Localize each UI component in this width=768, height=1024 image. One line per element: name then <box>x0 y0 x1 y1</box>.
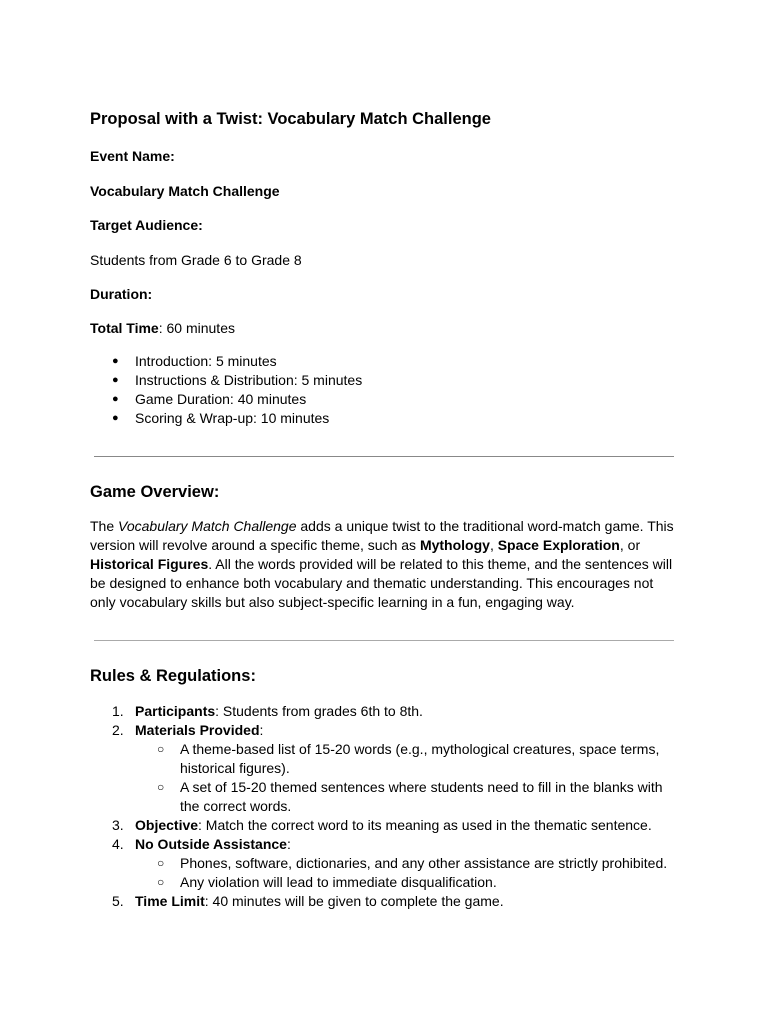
rule-text: : <box>259 722 264 738</box>
rule-label: Participants <box>135 703 216 719</box>
rule-label: Time Limit <box>135 893 205 909</box>
rule-item <box>90 702 680 721</box>
duration-label: Duration: <box>90 286 153 302</box>
rules-list <box>90 702 680 911</box>
rule-number: 2. <box>112 722 124 738</box>
rule-text: : <box>286 836 291 852</box>
schedule-item: ● Game Duration: 40 minutes <box>90 390 362 409</box>
game-overview-paragraph: The Vocabulary Match Challenge adds a unique twist to the traditional word-match game. This version will revolve around a specific theme, such as Mythology, Space Exploration, or Historical Figures. All the words provided will be related to this theme, and the sentences will be designed to enhance both vocabulary and thematic understanding. This encourages not only vocabulary skills but also subject-specific learning in a fun, engaging way. <box>90 518 674 610</box>
rule-number: 4. <box>112 836 124 852</box>
rule-number: 5. <box>112 893 124 909</box>
rule-number: 3. <box>112 817 124 833</box>
theme-mythology: Mythology <box>419 537 490 553</box>
event-name-italic: Vocabulary Match Challenge <box>118 518 297 534</box>
theme-historical-figures: Historical Figures <box>90 556 209 572</box>
rule-text: : 40 minutes will be given to complete the game. <box>204 893 504 909</box>
total-time-label: Total Time <box>90 320 159 336</box>
schedule-item: ● Instructions & Distribution: 5 minutes <box>90 371 362 390</box>
rule-item <box>90 835 680 892</box>
target-audience-label: Target Audience: <box>90 217 203 233</box>
rule-subitem: ○ Phones, software, dictionaries, and any other assistance are strictly prohibited. <box>135 854 680 873</box>
rule-text: : Match the correct word to its meaning as used in the thematic sentence. <box>198 817 652 833</box>
rule-sublist <box>135 740 680 816</box>
rule-item <box>90 721 680 816</box>
theme-space-exploration: Space Exploration <box>497 537 620 553</box>
divider <box>94 456 674 457</box>
rule-item <box>90 816 680 835</box>
rule-subitem: ○ A set of 15-20 themed sentences where students need to fill in the blanks with the correct words. <box>135 778 680 816</box>
rule-label: Materials Provided <box>135 722 260 738</box>
rule-label: No Outside Assistance <box>135 836 287 852</box>
rule-label: Objective <box>135 817 199 833</box>
schedule-item: ● Scoring & Wrap-up: 10 minutes <box>90 409 362 428</box>
rule-text: : Students from grades 6th to 8th. <box>215 703 423 719</box>
total-time-value: : 60 minutes <box>158 320 235 336</box>
rules-heading: Rules & Regulations: <box>90 667 256 685</box>
rule-subitem: ○ A theme-based list of 15-20 words (e.g., mythological creatures, space terms, historical figures). <box>135 740 680 778</box>
rule-number: 1. <box>112 703 124 719</box>
game-overview-heading: Game Overview: <box>90 483 220 501</box>
rule-item <box>90 892 680 911</box>
event-name-label: Event Name: <box>90 148 175 164</box>
document-title: Proposal with a Twist: Vocabulary Match Challenge <box>90 110 491 128</box>
schedule-list <box>90 352 362 428</box>
total-time-line <box>90 320 235 336</box>
rule-subitem: ○ Any violation will lead to immediate disqualification. <box>135 873 680 892</box>
event-name-value: Vocabulary Match Challenge <box>90 183 280 199</box>
schedule-item: ● Introduction: 5 minutes <box>90 352 362 371</box>
target-audience-value: Students from Grade 6 to Grade 8 <box>90 252 302 268</box>
rule-sublist <box>135 854 680 892</box>
divider <box>94 640 674 641</box>
